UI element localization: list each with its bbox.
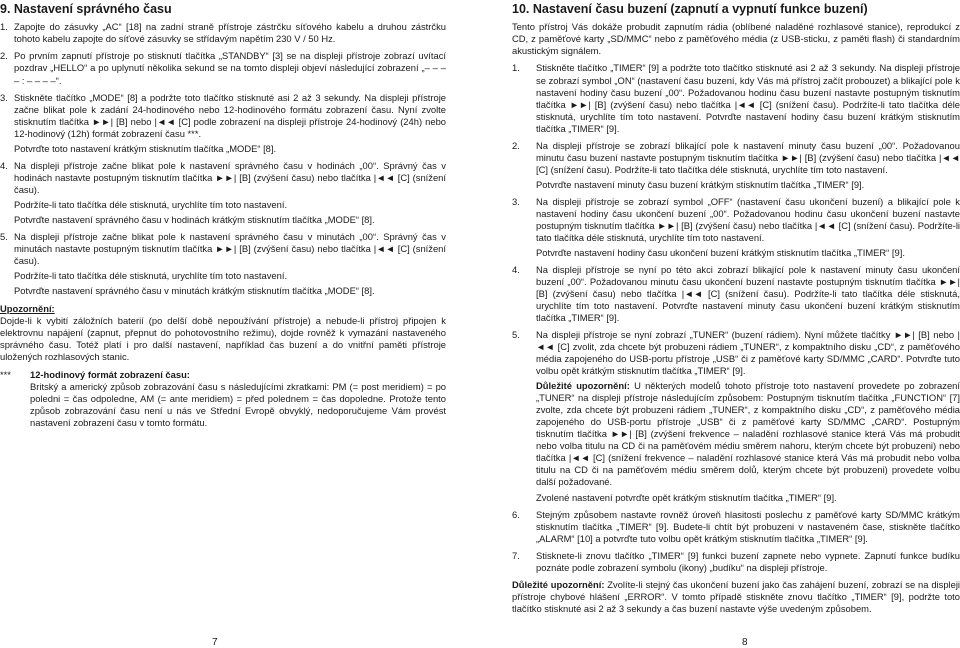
item-text: Stiskněte tlačítko „TIMER“ [9] a podržte toto tlačítko stisknuté asi 2 až 3 sekundy. Na displeji přístroje se zobrazí symbol „ON“ (nastavení času buzení, kdy Vás má přístroj začít probouzet) a blikající pole k nastavení hodiny času buzení „00“. Požadovanou hodinu času buzení nastavte postupným tisknutím tlačítka ►►| [B] (zvýšení času) nebo tlačítka |◄◄ [C] (snížení času). Podržíte-li tato tlačítka déle stisknutá, urychlíte tím toto nastavení. Potvrďte nastavení hodiny času buzení krátkým stisknutím tlačítka „TIMER“ [9]. — [536, 62, 960, 134]
item-number: 5. — [512, 329, 520, 341]
list-item — [0, 50, 446, 86]
list-item — [0, 231, 446, 297]
list-item — [512, 329, 960, 503]
warning-text: Zvolíte-li stejný čas ukončení buzení jako čas zahájení buzení, zobrazí se na displeji přístroje chybové hlášení „ERROR“. V tomto případě stiskněte znovu tlačítko „TIMER“ [9], podržte toto tlačítko stisknuté asi 2 až 3 sekundy a čas buzení nastavte výše uvedeným způsobem. — [512, 578, 960, 614]
item-text: Na displeji přístroje se zobrazí symbol „OFF“ (nastavení času ukončení buzení) a blikající pole k nastavení hodiny času ukončení buzení „00“. Požadovanou hodinu času ukončení buzení nastavte postupným tisknutím tlačítka ►►| [B] (zvýšení času) nebo tlačítka |◄◄ [C] (snížení času). Podržíte-li tato tlačítka déle stisknutá, urychlíte tím toto nastavení. — [536, 195, 960, 243]
item-text: Na displeji přístroje se nyní po této akci zobrazí blikající pole k nastavení minuty času ukončení buzení „00“. Požadovanou minutu času ukončení buzení nastavte postupným tisknutím tlačítka ►►| [B] (zvýšení času) nebo tlačítka |◄◄ [C] (snížení času). Podržíte-li tato tlačítka déle stisknutá, urychlíte tím toto nastavení. Potvrďte nastavení minuty času ukončení buzení krátkým stisknutím tlačítka „TIMER“ [9]. — [536, 263, 960, 324]
page-number: 8 — [742, 637, 748, 648]
item-number: 7. — [512, 549, 520, 561]
warning-title: Upozornění: — [0, 303, 55, 314]
warning-text: Dojde-li k vybití záložních baterií (po delší době nepoužívání přístroje) a nebude-li přístroj připojen k elektrovnu napájení (zapnut, přepnut do pohotovostního režimu), dojde rovněž k vymazání nastaveného správného času. Totéž platí i pro další nastavení, například čas buzení a do vnitřní paměti přístroje uložených rozhlasových stanic. — [0, 315, 446, 363]
item-number: 4. — [512, 263, 520, 275]
list-item — [512, 62, 960, 134]
final-warning — [512, 579, 960, 615]
item-text: Na displeji přístroje začne blikat pole k nastavení správného času v minutách „00“. Správný čas v minutách nastavte postupným tisknutím tlačítka ►►| [B] (zvýšení času) nebo tlačítka |◄◄ [C] (snížení času). — [14, 230, 446, 266]
item-number: 2. — [512, 139, 520, 151]
list-item — [512, 264, 960, 324]
item-subtext: Potvrďte nastavení hodiny času ukončení buzení krátkým stisknutím tlačítka „TIMER“ [9]. — [536, 246, 905, 258]
item-number: 5. — [0, 230, 8, 242]
section-heading: 10. Nastavení času buzení (zapnutí a vypnutí funkce buzení) — [512, 2, 868, 16]
page-number: 7 — [212, 637, 218, 648]
item-text: Stisknete-li znovu tlačítko „TIMER“ [9] funkci buzení zapnete nebo vypnete. Zapnutí funkce budíku poznáte podle zobrazení symbolu (ikony) „budíku“ na displeji přístroje. — [536, 549, 960, 573]
item-text: Na displeji přístroje začne blikat pole k nastavení správného času v hodinách „00“. Správný čas v hodinách nastavte postupným tisknutím tlačítka ►►| [B] (zvýšení času) nebo tlačítka |◄◄ [C] (snížení času). — [14, 159, 446, 195]
list-item — [512, 140, 960, 191]
item-number: 2. — [0, 50, 8, 62]
left-column — [0, 2, 446, 429]
item-text: Na displeji přístroje se zobrazí blikající pole k nastavení minuty času buzení „00“. Požadovanou minutu času buzení nastavte postupným tisknutím tlačítka ►►| [B] (zvýšení času) nebo tlačítka |◄◄ [C] (snížení času). Podržíte-li tato tlačítka déle stisknutá, urychlíte tím toto nastavení. — [536, 139, 960, 175]
item-subtext: Potvrďte toto nastavení krátkým stisknutím tlačítka „MODE“ [8]. — [14, 142, 277, 154]
warning-title: Důležité upozornění: — [512, 578, 605, 590]
item-text: Po prvním zapnutí přístroje po stisknutí tlačítka „STANDBY“ [3] se na displeji přístroje zobrazí uvítací pozdrav „HELLO“ a po uplynutí několika sekund se na tomto displeji objeví následující zobrazení „– – – – : – – – –“. — [14, 50, 446, 86]
item-subtext: Potvrďte nastavení správného času v minutách krátkým stisknutím tlačítka „MODE“ [8]. — [14, 284, 375, 296]
item-text: Stiskněte tlačítko „MODE“ [8] a podržte toto tlačítko stisknuté asi 2 až 3 sekundy. Na displeji přístroje začne blikat pole k zadání 24-hodinového nebo 12-hodinového formátu zobrazení času. Nyní zvolte stisknutím tlačítka ►►| [B] nebo |◄◄ [C] podle zobrazení na displeji přístroje 24-hodinový (24h) nebo 12-hodinový (12h) formát zobrazení času ***. — [14, 91, 446, 139]
item-subtext: Podržíte-li tato tlačítka déle stisknutá, urychlíte tím toto nastavení. — [14, 269, 288, 281]
item-subtext: Podržíte-li tato tlačítka déle stisknutá, urychlíte tím toto nastavení. — [14, 198, 288, 210]
note-title: 12-hodinový formát zobrazení času: — [30, 369, 190, 381]
section-heading: 9. Nastavení správného času — [0, 2, 172, 16]
list-item — [0, 21, 446, 45]
note-mark: *** — [0, 369, 11, 381]
item-text: Stejným způsobem nastavte rovněž úroveň hlasitosti poslechu z paměťové karty SD/MMC krátkým stisknutím tlačítka „TIMER“ [9]. Budete-li chtít být probuzeni v nastaveném čase, stiskněte tlačítko „ALARM“ [10] a potvrďte tuto volbu opět krátkým stisknutím tlačítka „TIMER“ [9]. — [536, 508, 960, 544]
list-item — [512, 509, 960, 545]
item-text: Zapojte do zásuvky „AC“ [18] na zadní straně přístroje zástrčku síťového kabelu a druhou zástrčku tohoto kabelu zapojte do síťové zásuvky se střídavým napětím 230 V / 50 Hz. — [14, 21, 446, 45]
item-number: 6. — [512, 508, 520, 520]
item-text: Na displeji přístroje se nyní zobrazí „TUNER“ (buzení rádiem). Nyní můžete tlačítky ►►| [B] nebo |◄◄ [C] zvolit, zda chcete být probuzeni rádiem „TUNER“, z kompaktního disku „CD“, z paměťového média zapojeného do USB-portu přístroje „USB“ či z paměťové karty SD/MMC „CARD“. Potvrďte tuto volbu opět krátkým stisknutím tlačítka „TIMER“ [9]. — [536, 329, 960, 377]
important-note-text: U některých modelů tohoto přístroje toto nastavení provedete po zobrazení „TUNER“ na displeji přístroje následujícím způsobem: Postupným tisknutím tlačítka „FUNCTION“ [7] zvolte, zda chcete být probuzeni rádiem „TUNER“, z kompaktního disku „CD“, z paměťového média zapojeného do USB-portu přístroje „USB“ či z paměťové karty SD/MMC „CARD“. Postupným tisknutím tlačítka ►►| [B] (zvýšení frekvence – naladění rozhlasové stanice která Vás má probudit nebo volba titulu na CD či na paměťovém médiu směrem nahoru, kterým chcete být probuzeni) nebo tlačítka |◄◄ [C] (snížení frekvence – naladění rozhlasové stanice která Vás má probudit nebo volba titulu na CD či na paměťovém médiu směrem dolů, kterým chcete být probuzeni) provedete volbu další požadované. — [536, 380, 960, 488]
item-number: 1. — [512, 62, 520, 74]
right-column — [512, 2, 960, 615]
list-item — [512, 550, 960, 574]
list-item — [512, 196, 960, 259]
item-number: 4. — [0, 159, 8, 171]
format-note — [0, 369, 446, 429]
item-subtext: Potvrďte nastavení správného času v hodinách krátkým stisknutím tlačítka „MODE“ [8]. — [14, 213, 375, 225]
item-number: 1. — [0, 21, 8, 33]
item-subtext: Potvrďte nastavení minuty času buzení krátkým stisknutím tlačítka „TIMER“ [9]. — [536, 178, 865, 190]
list-item — [0, 160, 446, 226]
note-text: Britský a americký způsob zobrazování času s následujícími zkratkami: PM (= post meridiem) = po poledni = čas odpoledne, AM (= ante meridiem) = před polednem = čas dopoledne. Protože tento způsob zobrazování času není u nás ve Střední Evropě obvyklý, nedoporučujeme Vám provést nastavení zobrazení času v tomto formátu. — [30, 381, 446, 429]
item-number: 3. — [512, 195, 520, 207]
important-note-title: Důležité upozornění: — [536, 380, 630, 392]
item-number: 3. — [0, 91, 8, 103]
item-subtext: Zvolené nastavení potvrďte opět krátkým stisknutím tlačítka „TIMER“ [9]. — [536, 491, 837, 503]
list-item — [0, 92, 446, 155]
intro-text: Tento přístroj Vás dokáže probudit zapnutím rádia (oblíbené naladěné rozhlasové stanice), reprodukcí z CD, z paměťové karty „SD/MMC“ nebo z paměťového média (z USB-sticku, z paměti flash) či standardním akustickým signálem. — [512, 21, 960, 57]
